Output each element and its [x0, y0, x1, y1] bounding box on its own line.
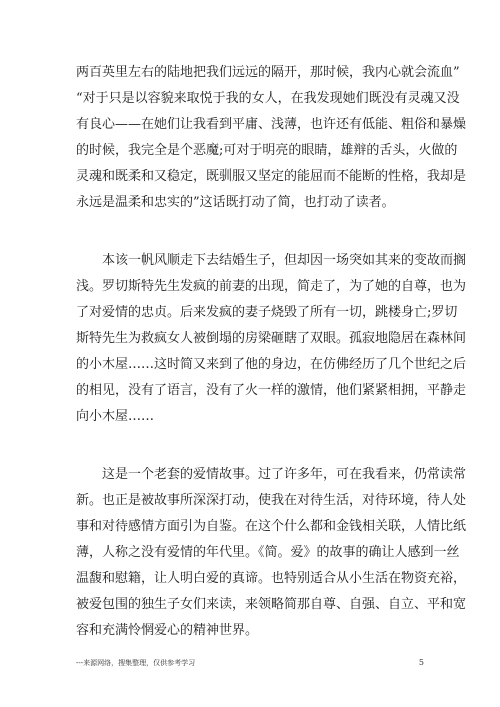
text-line: 的小木屋……这时简又来到了他的身边，在仿佛经历了几个世纪之后 [76, 357, 467, 372]
document-body [76, 60, 467, 644]
page-footer [76, 656, 424, 670]
paragraph-3 [76, 462, 467, 644]
page-number: 5 [418, 658, 424, 667]
text-line: 了对爱情的忠贞。后来发疯的妻子烧毁了所有一切，跳楼身亡;罗切 [76, 305, 458, 320]
text-line: 新。也正是被故事所深深打动，使我在对待生活，对待环境，待人处 [76, 493, 467, 508]
text-line: 浅。罗切斯特先生发疯的前妻的出现，简走了，为了她的自尊，也为 [76, 279, 467, 294]
paragraph-gap [76, 430, 424, 462]
text-line: 的时候，我完全是个恶魔;可对于明亮的眼睛，雄辩的舌头，火做的 [76, 143, 458, 158]
text-line: 薄，人称之没有爱情的年代里。《简。爱》的故事的确让人感到一丝 [76, 545, 460, 560]
paragraph-2 [76, 248, 467, 430]
text-line: 被爱包围的独生子女们来读，来领略简那自尊、自强、自立、平和宽 [76, 597, 467, 612]
text-line: 事和对待感情方面引为自鉴。在这个什么都和金钱相关联，人情比纸 [76, 519, 467, 534]
text-line: 温馥和慰籍，让人明白爱的真谛。也特别适合从小生活在物资充裕， [76, 571, 467, 586]
text-line: 的相见，没有了语言，没有了火一样的激情，他们紧紧相拥，平静走 [76, 383, 467, 398]
paragraph-1 [76, 60, 467, 216]
text-line: 向小木屋…… [76, 409, 155, 424]
text-line: 永远是温柔和忠实的”这话既打动了简，也打动了读者。 [76, 195, 395, 210]
text-line: 本该一帆风顺走下去结婚生子，但却因一场突如其来的变故而搁 [102, 253, 467, 268]
text-line: 灵魂和既柔和又稳定，既驯服又坚定的能屈而不能断的性格，我却是 [76, 169, 467, 184]
text-line: 这是一个老套的爱情故事。过了许多年，可在我看来，仍常读常 [102, 467, 467, 482]
text-line: “对于只是以容貌来取悦于我的女人，在我发现她们既没有灵魂又没 [76, 91, 460, 106]
text-line: 两百英里左右的陆地把我们远远的隔开，那时候，我内心就会流血” [76, 65, 460, 80]
paragraph-gap [76, 216, 424, 248]
text-line: 容和充满怜惘爱心的精神世界。 [76, 623, 259, 638]
text-line: 斯特先生为救疯女人被倒塌的房梁砸瞎了双眼。孤寂地隐居在森林间 [76, 331, 467, 346]
text-line: 有良心——在她们让我看到平庸、浅薄，也许还有低能、粗俗和暴燥 [76, 117, 467, 132]
footer-source-note: ---来源网络，搜集整理，仅供参考学习 [76, 659, 196, 667]
